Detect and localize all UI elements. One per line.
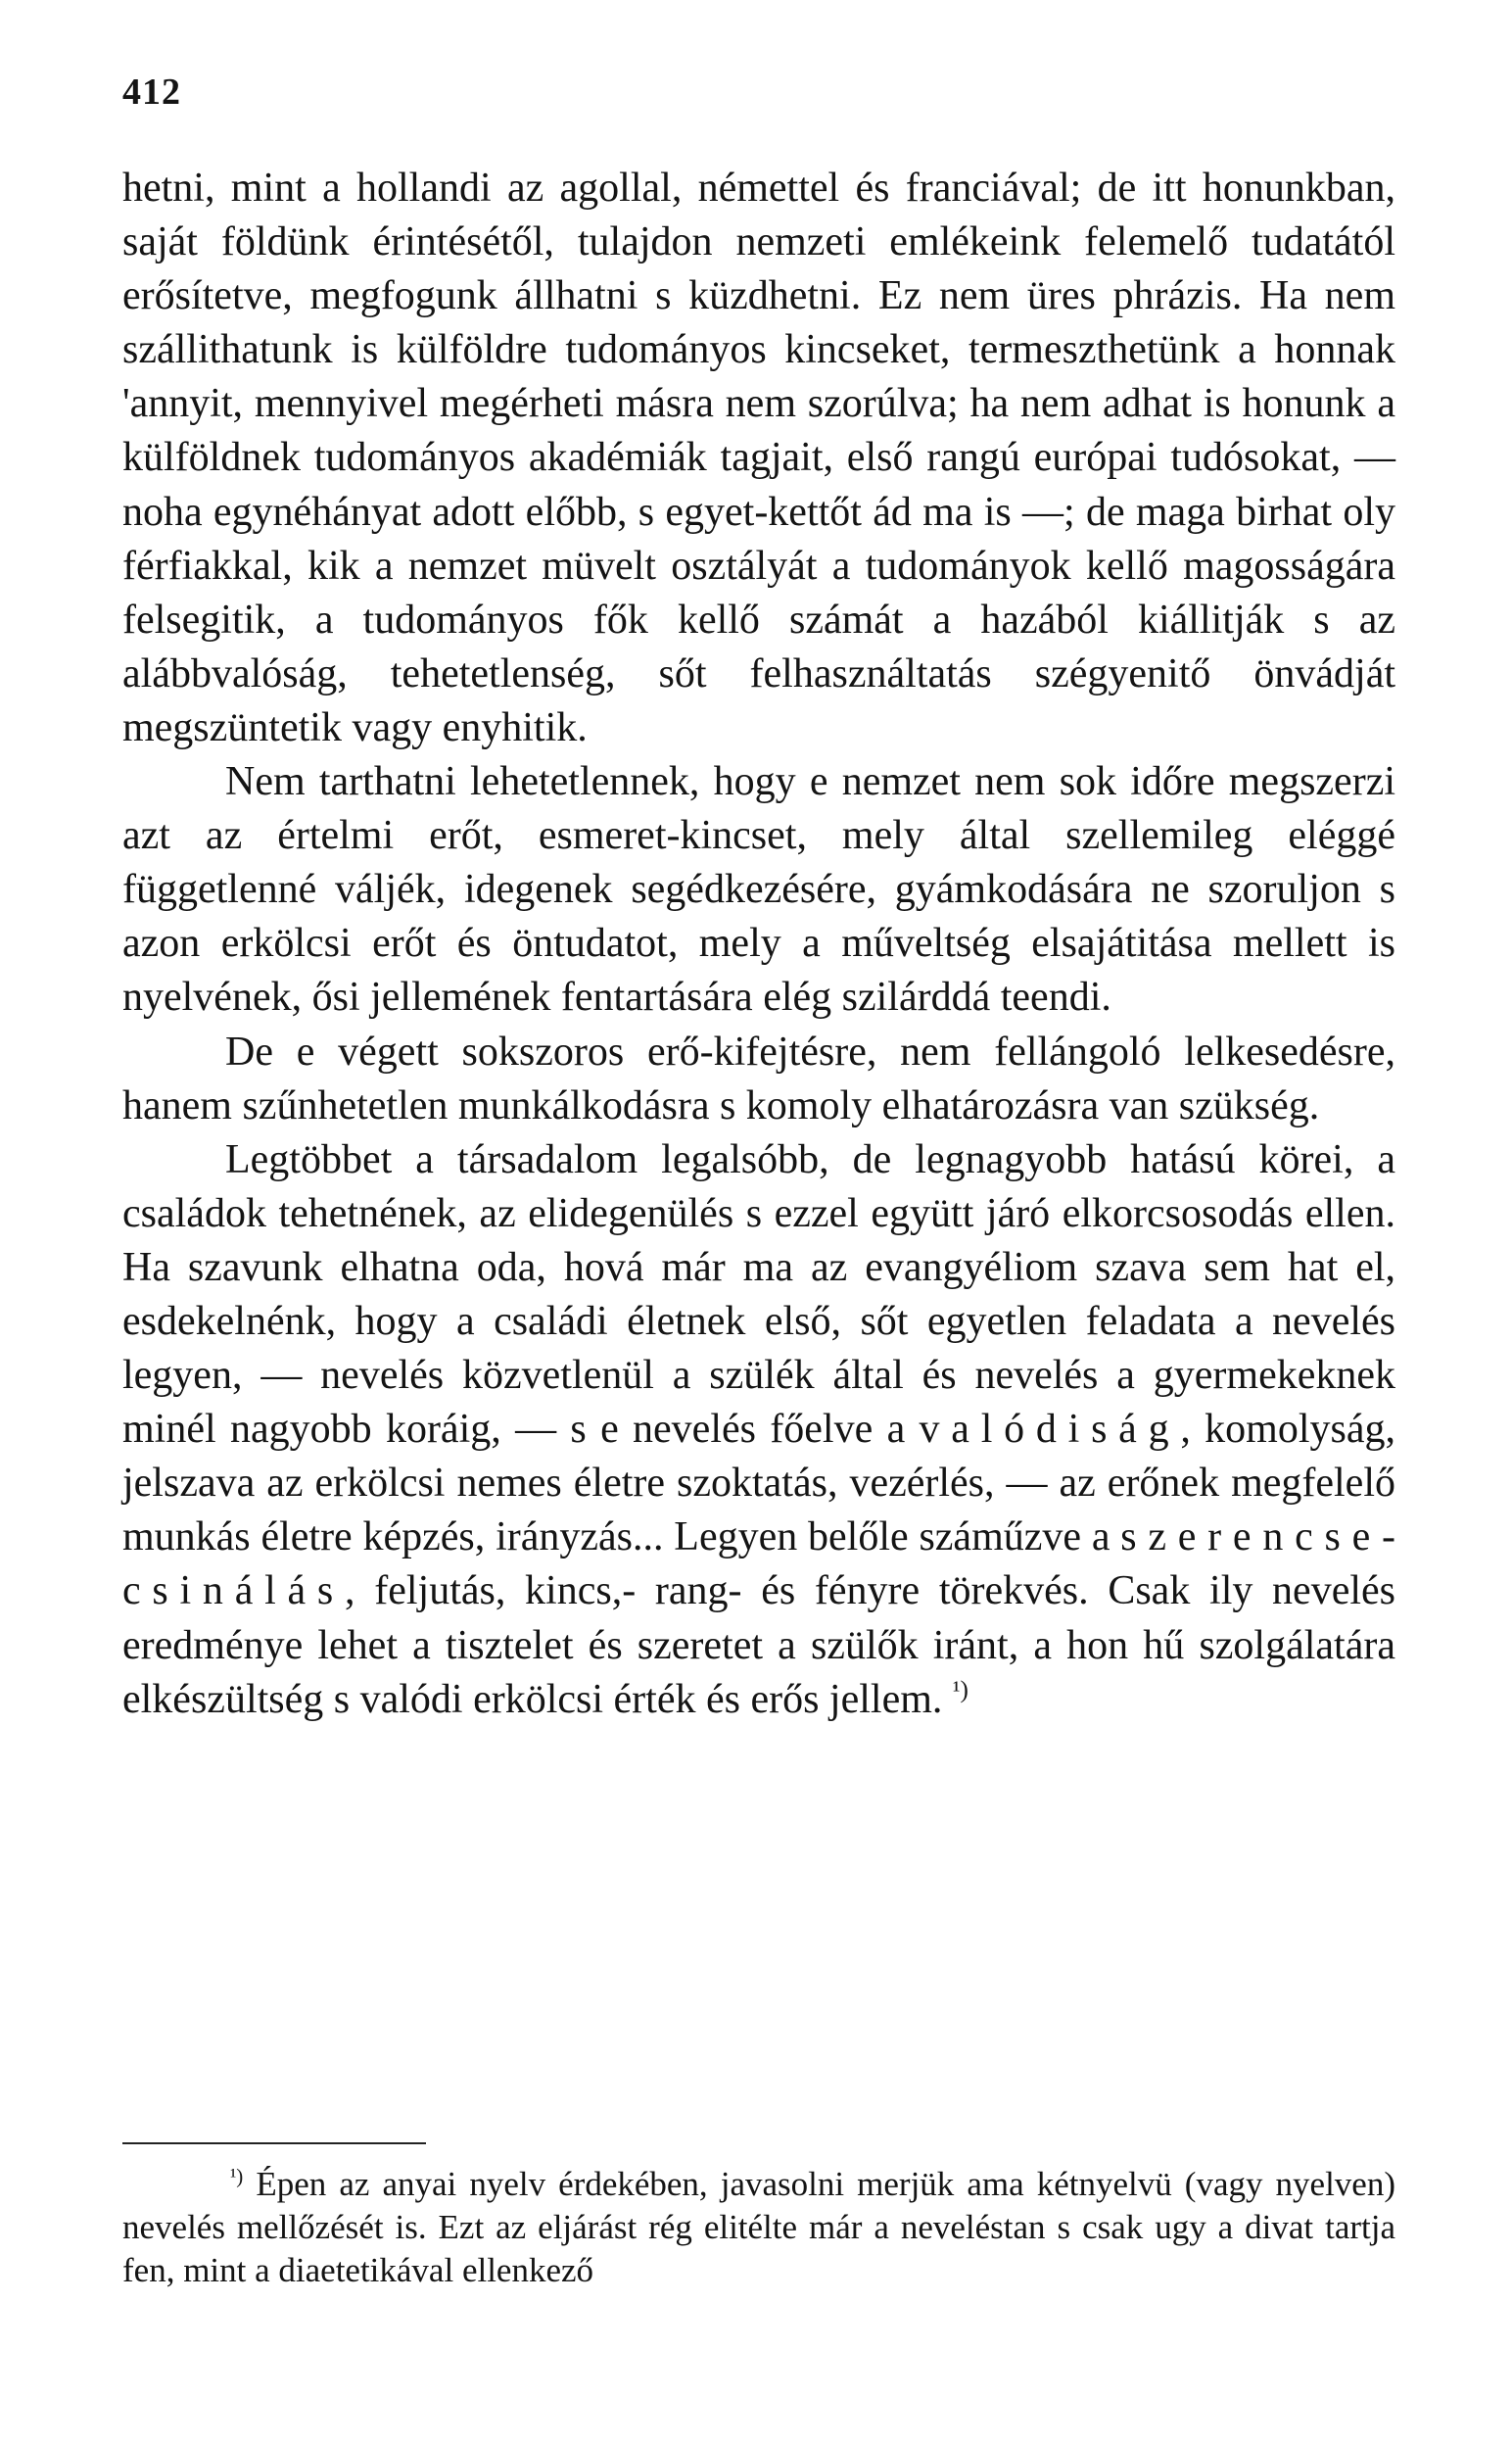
paragraph-2: [122, 755, 1395, 1025]
footnote-paragraph: [122, 2163, 1395, 2292]
page-number: 412: [122, 72, 181, 113]
footnote-marker: ¹): [230, 2164, 244, 2188]
footnote-text: Épen az anyai nyelv érdekében, javasolni merjük ama kétnyelvü (vagy nyelven) nevelés mellőzését is. Ezt az eljárást rég elitélte már a neveléstan s csak ugy a divat tartja fen, mint a diaetetikával ellenkező: [122, 2165, 1395, 2289]
spaced-emphasis: valódiság: [919, 1407, 1181, 1453]
paragraph-text: , feljutás, kincs,- rang- és fényre törekvés. Csak ily nevelés eredménye lehet a tisztelet és szeretet a szülők iránt, a hon hű szolgálatára elkészültség s valódi erkölcsi érték és erős jellem.: [122, 1568, 1395, 1722]
footnote: [122, 2163, 1395, 2292]
paragraph-text: De e végett sokszoros erő-kifejtésre, nem fellángoló lelkesedésre, hanem szűnhetetlen munkálkodásra s komoly elhatározásra van szükség.: [122, 1029, 1395, 1128]
footnote-divider: [122, 2142, 426, 2144]
paragraph-4: [122, 1133, 1395, 1727]
body-text: [122, 162, 1395, 1727]
paragraph-text: , komolyság, jelszava az erkölcsi nemes életre szoktatás, vezérlés, — az erőnek megfelelő munkás életre képzés, irányzás... Legyen belőle száműzve a: [122, 1407, 1395, 1560]
paragraph-1: [122, 162, 1395, 755]
paragraph-text: Nem tarthatni lehetetlennek, hogy e nemzet nem sok időre megszerzi azt az értelmi erőt, esmeret-kincset, mely által szellemileg eléggé függetlenné váljék, idegenek segédkezésére, gyámkodására ne szoruljon s azon erkölcsi erőt és öntudatot, mely a műveltség elsajátitása mellett is nyelvének, ősi jellemének fentartására elég szilárddá teendi.: [122, 759, 1395, 1021]
paragraph-text: hetni, mint a hollandi az agollal, némettel és franciával; de itt honunkban, saját földünk érintésétől, tulajdon nemzeti emlékeink felemelő tudatától erősítetve, megfogunk állhatni s küzdhetni. Ez nem üres phrázis. Ha nem szállithatunk is külföldre tudományos kincseket, termeszthetünk a honnak 'annyit, mennyivel megérheti másra nem szorúlva; ha nem adhat is honunk a külföldnek tudományos akadémiák tagjait, első rangú európai tudósokat, — noha egynéhányat adott előbb, s egyet-kettőt ád ma is —; de maga birhat oly férfiakkal, kik a nemzet müvelt osztályát a tudományok kellő magosságára felsegitik, a tudományos fők kellő számát a hazából kiállitják s az alábbvalóság, tehetetlenség, sőt felhasználtatás szégyenitő önvádját megszüntetik vagy enyhitik.: [122, 166, 1395, 750]
footnote-reference: ¹): [952, 1676, 969, 1703]
paragraph-text: Legtöbbet a társadalom legalsóbb, de legnagyobb hatású körei, a családok tehetnének, az elidegenülés s ezzel együtt járó elkorcsosodás ellen. Ha szavunk elhatna oda, hová már ma az evangyéliom szava sem hat el, esdekelnénk, hogy a családi életnek első, sőt egyetlen feladata a nevelés legyen, — nevelés közvetlenül a szülék által és nevelés a gyermekeknek minél nagyobb koráig, — s e nevelés főelve a: [122, 1136, 1395, 1453]
spaced-emphasis: szerencsecsinálás: [122, 1514, 1395, 1614]
paragraph-3: [122, 1026, 1395, 1133]
